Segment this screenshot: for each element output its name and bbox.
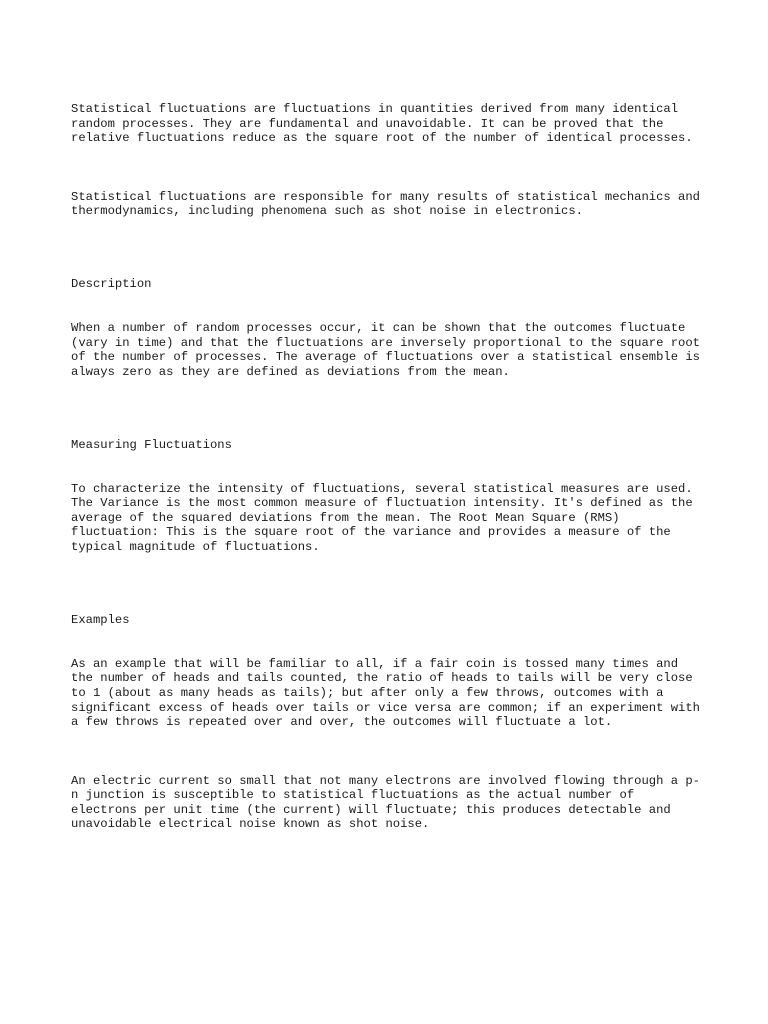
examples-heading: Examples — [71, 612, 130, 627]
examples-paragraph-1: As an example that will be familiar to all, if a fair coin is tossed many times and the number of heads and tails counted, the ratio of heads to tails will be very close to 1 (about as many heads as tails); but after only a few throws, outcomes with a significant excess of heads over tails or vice versa are common; if an experiment with a few throws is repeated over and over, the outcomes will fluctuate a lot. — [71, 656, 708, 730]
intro-paragraph-2: Statistical fluctuations are responsible for many results of statistical mechanics and thermodynamics, including phenomena such as shot noise in electronics. — [71, 189, 708, 219]
document-body — [71, 73, 707, 876]
intro-paragraph-1: Statistical fluctuations are fluctuations in quantities derived from many identical random processes. They are fundamental and unavoidable. It can be proved that the relative fluctuations reduce as the square root of the number of identical processes. — [71, 102, 693, 146]
measuring-fluctuations-heading: Measuring Fluctuations — [71, 437, 232, 452]
description-paragraph: When a number of random processes occur, it can be shown that the outcomes fluctuate (vary in time) and that the fluctuations are inversely proportional to the square root of the number of processes. The average of fluctuations over a statistical ensemble is always zero as they are defined as deviations from the mean. — [71, 321, 708, 379]
description-heading: Description — [71, 277, 152, 292]
measuring-fluctuations-paragraph: To characterize the intensity of fluctuations, several statistical measures are used. The Variance is the most common measure of fluctuation intensity. It's defined as the average of the squared deviations from the mean. The Root Mean Square (RMS) fluctuation: This is the square root of the variance and provides a measure of the typical magnitude of fluctuations. — [71, 481, 700, 554]
examples-paragraph-2: An electric current so small that not many electrons are involved flowing through a p-n junction is susceptible to statistical fluctuations as the actual number of electrons per unit time (the current) will fluctuate; this produces detectable and unavoidable electrical noise known as shot noise. — [71, 773, 700, 832]
